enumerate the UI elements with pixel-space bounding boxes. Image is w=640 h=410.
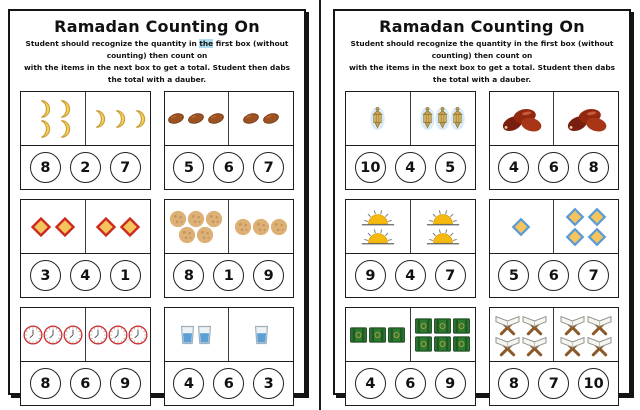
answer-choices bbox=[21, 254, 150, 297]
item-row bbox=[494, 313, 548, 336]
answer-circle[interactable] bbox=[578, 368, 609, 399]
answer-circle[interactable] bbox=[538, 260, 569, 291]
item-row bbox=[88, 325, 148, 345]
answer-circle[interactable] bbox=[70, 368, 101, 399]
answer-number: 5 bbox=[445, 159, 456, 176]
instructions-line1-before: Student should recognize the quantity in bbox=[25, 39, 200, 48]
green-book-icon bbox=[368, 325, 387, 345]
answer-circle[interactable] bbox=[253, 152, 284, 183]
instructions-line1-before: Student should recognize the quantity in the first box (without counting) then count on bbox=[350, 39, 614, 60]
answer-circle[interactable] bbox=[578, 152, 609, 183]
answer-choices bbox=[165, 362, 294, 405]
first-quantity-box bbox=[490, 92, 555, 145]
quantity-boxes bbox=[21, 308, 150, 362]
exercise-crescent-moon bbox=[20, 91, 151, 190]
item-row bbox=[564, 206, 608, 228]
date-fruit-icon bbox=[186, 111, 206, 126]
quran-stand-icon bbox=[521, 313, 548, 336]
first-quantity-box bbox=[346, 308, 411, 361]
instructions-line2: with the items in the next box to get a total. Student then dabs the total with a dauber. bbox=[348, 62, 616, 84]
item-row bbox=[241, 111, 281, 126]
answer-circle[interactable] bbox=[30, 152, 61, 183]
item-row bbox=[166, 111, 226, 126]
sunrise-icon bbox=[360, 207, 396, 228]
item-row bbox=[420, 105, 465, 132]
green-book-icon bbox=[433, 334, 452, 354]
answer-circle[interactable] bbox=[110, 368, 141, 399]
answer-choices bbox=[346, 254, 475, 297]
clock-icon bbox=[23, 325, 43, 345]
quantity-boxes bbox=[490, 200, 619, 254]
first-quantity-box bbox=[490, 200, 555, 253]
exercise-cookie bbox=[164, 199, 295, 298]
answer-number: 10 bbox=[360, 159, 381, 176]
water-glass-icon bbox=[196, 324, 213, 346]
count-on-box bbox=[554, 200, 618, 253]
answer-circle[interactable] bbox=[435, 260, 466, 291]
item-row bbox=[23, 325, 83, 345]
answer-choices bbox=[21, 362, 150, 405]
exercise-dates-photo bbox=[489, 91, 620, 190]
first-quantity-box bbox=[21, 92, 86, 145]
count-on-box bbox=[554, 92, 618, 145]
count-on-box bbox=[229, 200, 293, 253]
crescent-moon-icon bbox=[53, 98, 73, 120]
answer-number: 7 bbox=[120, 159, 131, 176]
quantity-boxes bbox=[21, 92, 150, 146]
blue-envelope-icon bbox=[564, 206, 586, 228]
answer-circle[interactable] bbox=[435, 152, 466, 183]
answer-circle[interactable] bbox=[70, 152, 101, 183]
exercise-green-book bbox=[345, 307, 476, 406]
quantity-boxes bbox=[490, 92, 619, 146]
answer-circle[interactable] bbox=[578, 260, 609, 291]
quantity-boxes bbox=[346, 308, 475, 362]
answer-circle[interactable] bbox=[30, 260, 61, 291]
answer-choices bbox=[21, 146, 150, 189]
first-quantity-box bbox=[346, 200, 411, 253]
answer-number: 6 bbox=[223, 375, 234, 392]
worksheet-page-2 bbox=[333, 9, 631, 395]
instructions-text bbox=[345, 38, 619, 85]
cookie-icon bbox=[196, 226, 214, 244]
item-row bbox=[499, 105, 543, 133]
crescent-moon-icon bbox=[33, 118, 53, 140]
answer-number: 1 bbox=[223, 267, 234, 284]
green-book-icon bbox=[452, 316, 471, 336]
clock-icon bbox=[43, 325, 63, 345]
quantity-boxes bbox=[346, 92, 475, 146]
answer-number: 1 bbox=[120, 267, 131, 284]
answer-circle[interactable] bbox=[110, 152, 141, 183]
quantity-boxes bbox=[346, 200, 475, 254]
answer-circle[interactable] bbox=[395, 152, 426, 183]
answer-choices bbox=[490, 146, 619, 189]
quantity-boxes bbox=[165, 200, 294, 254]
sunrise-icon bbox=[425, 226, 461, 247]
item-row bbox=[178, 226, 214, 244]
worksheet-page-1 bbox=[8, 9, 306, 395]
green-book-icon bbox=[414, 316, 433, 336]
date-fruit-icon bbox=[241, 111, 261, 126]
instructions-line2: with the items in the next box to get a total. Student then dabs the total with a dauber. bbox=[23, 62, 291, 84]
blue-envelope-icon bbox=[586, 226, 608, 248]
item-row bbox=[370, 105, 385, 132]
item-row bbox=[94, 215, 142, 239]
answer-number: 8 bbox=[40, 159, 51, 176]
answer-number: 2 bbox=[80, 159, 91, 176]
answer-number: 6 bbox=[223, 159, 234, 176]
answer-circle[interactable] bbox=[173, 260, 204, 291]
dates-photo-icon bbox=[499, 105, 543, 133]
answer-circle[interactable] bbox=[213, 368, 244, 399]
count-on-box bbox=[554, 308, 618, 361]
answer-circle[interactable] bbox=[355, 368, 386, 399]
answer-choices bbox=[346, 362, 475, 405]
answer-circle[interactable] bbox=[253, 368, 284, 399]
answer-number: 5 bbox=[508, 267, 519, 284]
answer-circle[interactable] bbox=[355, 260, 386, 291]
item-row bbox=[425, 207, 461, 228]
crescent-moon-icon bbox=[88, 108, 108, 130]
count-on-box bbox=[229, 308, 293, 361]
answer-circle[interactable] bbox=[213, 152, 244, 183]
item-row bbox=[29, 215, 77, 239]
first-quantity-box bbox=[21, 200, 86, 253]
first-quantity-box bbox=[21, 308, 86, 361]
answer-circle[interactable] bbox=[435, 368, 466, 399]
first-quantity-box bbox=[490, 308, 555, 361]
lantern-icon bbox=[450, 105, 465, 132]
answer-number: 7 bbox=[588, 267, 599, 284]
dates-photo-icon bbox=[564, 105, 608, 133]
item-row bbox=[234, 218, 288, 236]
crescent-moon-icon bbox=[33, 98, 53, 120]
answer-number: 7 bbox=[263, 159, 274, 176]
quran-stand-icon bbox=[586, 313, 613, 336]
item-row bbox=[33, 98, 73, 120]
item-row bbox=[494, 334, 548, 357]
answer-choices bbox=[165, 146, 294, 189]
quantity-boxes bbox=[165, 308, 294, 362]
green-book-icon bbox=[452, 334, 471, 354]
item-row bbox=[88, 108, 148, 130]
answer-choices bbox=[346, 146, 475, 189]
item-row bbox=[425, 226, 461, 247]
clock-icon bbox=[88, 325, 108, 345]
clock-icon bbox=[108, 325, 128, 345]
cookie-icon bbox=[252, 218, 270, 236]
cookie-icon bbox=[178, 226, 196, 244]
quran-stand-icon bbox=[494, 334, 521, 357]
answer-circle[interactable] bbox=[213, 260, 244, 291]
answer-circle[interactable] bbox=[498, 368, 529, 399]
sunrise-icon bbox=[425, 207, 461, 228]
answer-number: 9 bbox=[120, 375, 131, 392]
answer-number: 9 bbox=[365, 267, 376, 284]
quran-stand-icon bbox=[521, 334, 548, 357]
item-row bbox=[349, 325, 406, 345]
exercise-sunrise bbox=[345, 199, 476, 298]
red-envelope-icon bbox=[118, 215, 142, 239]
cookie-icon bbox=[234, 218, 252, 236]
quran-stand-icon bbox=[559, 334, 586, 357]
red-envelope-icon bbox=[53, 215, 77, 239]
page-divider bbox=[319, 0, 321, 410]
answer-circle[interactable] bbox=[253, 260, 284, 291]
answer-number: 6 bbox=[405, 375, 416, 392]
answer-number: 4 bbox=[405, 159, 416, 176]
answer-number: 6 bbox=[548, 159, 559, 176]
quran-stand-icon bbox=[559, 313, 586, 336]
item-row bbox=[179, 324, 213, 346]
answer-circle[interactable] bbox=[538, 368, 569, 399]
answer-number: 9 bbox=[445, 375, 456, 392]
item-row bbox=[360, 226, 396, 247]
green-book-icon bbox=[349, 325, 368, 345]
answer-circle[interactable] bbox=[395, 260, 426, 291]
crescent-moon-icon bbox=[53, 118, 73, 140]
exercise-water-glass bbox=[164, 307, 295, 406]
sunrise-icon bbox=[360, 226, 396, 247]
cookie-icon bbox=[270, 218, 288, 236]
answer-number: 4 bbox=[183, 375, 194, 392]
exercise-quran-stand bbox=[489, 307, 620, 406]
quantity-boxes bbox=[165, 92, 294, 146]
answer-circle[interactable] bbox=[498, 152, 529, 183]
exercise-date-fruit bbox=[164, 91, 295, 190]
answer-circle[interactable] bbox=[355, 152, 386, 183]
answer-number: 4 bbox=[405, 267, 416, 284]
lantern-icon bbox=[420, 105, 435, 132]
blue-envelope-icon bbox=[586, 206, 608, 228]
first-quantity-box bbox=[165, 92, 230, 145]
answer-number: 8 bbox=[183, 267, 194, 284]
item-row bbox=[253, 324, 270, 346]
count-on-box bbox=[229, 92, 293, 145]
answer-number: 4 bbox=[365, 375, 376, 392]
count-on-box bbox=[86, 200, 150, 253]
answer-number: 4 bbox=[80, 267, 91, 284]
answer-number: 7 bbox=[548, 375, 559, 392]
quran-stand-icon bbox=[586, 334, 613, 357]
item-row bbox=[360, 207, 396, 228]
answer-choices bbox=[165, 254, 294, 297]
green-book-icon bbox=[433, 316, 452, 336]
exercise-lantern bbox=[345, 91, 476, 190]
green-book-icon bbox=[414, 334, 433, 354]
crescent-moon-icon bbox=[108, 108, 128, 130]
item-row bbox=[559, 313, 613, 336]
exercise-red-envelope bbox=[20, 199, 151, 298]
item-row bbox=[510, 216, 532, 238]
item-row bbox=[414, 334, 471, 354]
green-book-icon bbox=[387, 325, 406, 345]
count-on-box bbox=[86, 308, 150, 361]
instructions-line1-after: first box (without counting) then count on bbox=[106, 39, 289, 60]
quantity-boxes bbox=[21, 200, 150, 254]
item-row bbox=[414, 316, 471, 336]
clock-icon bbox=[128, 325, 148, 345]
count-on-box bbox=[86, 92, 150, 145]
item-row bbox=[33, 118, 73, 140]
answer-circle[interactable] bbox=[30, 368, 61, 399]
exercise-grid bbox=[20, 91, 294, 406]
answer-number: 8 bbox=[588, 159, 599, 176]
answer-number: 4 bbox=[508, 159, 519, 176]
answer-number: 8 bbox=[508, 375, 519, 392]
red-envelope-icon bbox=[94, 215, 118, 239]
answer-circle[interactable] bbox=[173, 152, 204, 183]
lantern-icon bbox=[435, 105, 450, 132]
answer-number: 8 bbox=[40, 375, 51, 392]
lantern-icon bbox=[370, 105, 385, 132]
answer-number: 3 bbox=[263, 375, 274, 392]
answer-number: 6 bbox=[548, 267, 559, 284]
answer-circle[interactable] bbox=[498, 260, 529, 291]
item-row bbox=[564, 105, 608, 133]
clock-icon bbox=[63, 325, 83, 345]
answer-circle[interactable] bbox=[538, 152, 569, 183]
page-title: Ramadan Counting On bbox=[379, 17, 585, 36]
exercise-clock bbox=[20, 307, 151, 406]
answer-number: 10 bbox=[583, 375, 604, 392]
quantity-boxes bbox=[490, 308, 619, 362]
answer-choices bbox=[490, 362, 619, 405]
answer-number: 5 bbox=[183, 159, 194, 176]
answer-circle[interactable] bbox=[173, 368, 204, 399]
quran-stand-icon bbox=[494, 313, 521, 336]
highlighted-word: the bbox=[199, 39, 214, 48]
red-envelope-icon bbox=[29, 215, 53, 239]
answer-number: 9 bbox=[263, 267, 274, 284]
first-quantity-box bbox=[346, 92, 411, 145]
answer-number: 7 bbox=[445, 267, 456, 284]
item-row bbox=[559, 334, 613, 357]
water-glass-icon bbox=[179, 324, 196, 346]
first-quantity-box bbox=[165, 200, 230, 253]
answer-circle[interactable] bbox=[395, 368, 426, 399]
date-fruit-icon bbox=[206, 111, 226, 126]
blue-envelope-icon bbox=[564, 226, 586, 248]
date-fruit-icon bbox=[261, 111, 281, 126]
date-fruit-icon bbox=[166, 111, 186, 126]
count-on-box bbox=[411, 200, 475, 253]
blue-envelope-icon bbox=[510, 216, 532, 238]
answer-number: 6 bbox=[80, 375, 91, 392]
count-on-box bbox=[411, 92, 475, 145]
answer-circle[interactable] bbox=[70, 260, 101, 291]
water-glass-icon bbox=[253, 324, 270, 346]
exercise-grid bbox=[345, 91, 619, 406]
answer-choices bbox=[490, 254, 619, 297]
instructions-text bbox=[20, 38, 294, 85]
answer-circle[interactable] bbox=[110, 260, 141, 291]
first-quantity-box bbox=[165, 308, 230, 361]
item-row bbox=[564, 226, 608, 248]
page-title: Ramadan Counting On bbox=[54, 17, 260, 36]
answer-number: 3 bbox=[40, 267, 51, 284]
count-on-box bbox=[411, 308, 475, 361]
exercise-blue-envelope bbox=[489, 199, 620, 298]
crescent-moon-icon bbox=[128, 108, 148, 130]
